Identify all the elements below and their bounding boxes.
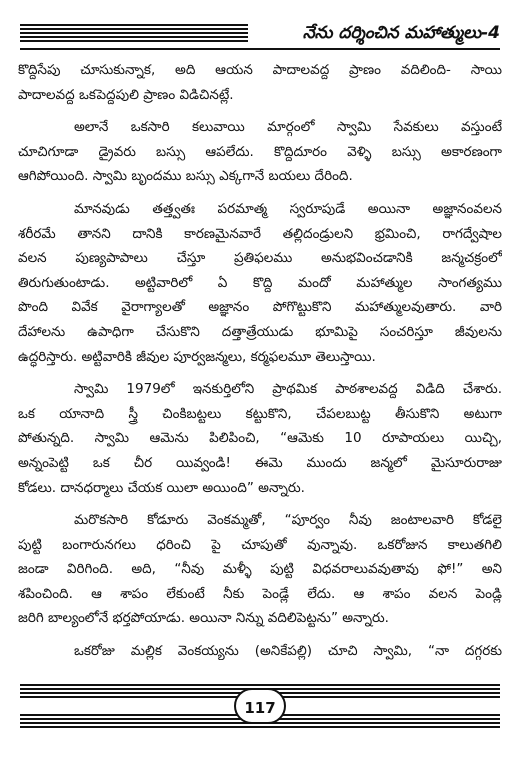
text-line: జండా విరిగింది. అది, “నీవు మళ్ళీ పుట్టి విధవరాలువవుతావు ఫో!” అని: [18, 561, 502, 578]
text-line: జరిగి బాల్యంలోనే భర్తపోయాడు. అయినా నిన్ను వదిలిపెట్టను” అన్నారు.: [18, 610, 389, 627]
page-footer: [20, 684, 500, 728]
text-line: తిరుగుతుంటాడు. అట్టివారిలో ఏ కొద్ది మందో మహాత్ముల సాంగత్యము: [18, 274, 502, 291]
page-body: [18, 58, 502, 660]
book-title: నేను దర్శించిన మహాత్ములు-4: [302, 23, 500, 43]
text-line: చూచిగూడా డ్రైవరు బస్సు ఆపలేదు. కొద్దిదూరం వెళ్ళి బస్సు అకారణంగా: [18, 143, 502, 160]
text-line: పాదాలవద్ద ఒకపెద్దపులి ప్రాణం విడిచినట్లే.: [18, 86, 234, 103]
paragraph: [18, 58, 502, 107]
text-line: పోతున్నది. స్వామి ఆమెను పిలిపించి, “ఆమెకు 10 రూపాయలు యిచ్చి,: [18, 430, 502, 447]
text-line: ఒకరోజు మల్లిక వెంకయ్యను (అనికేపల్లి) చూచి స్వామి, “నా దగ్గరకు: [74, 643, 502, 660]
text-line: కోడలు. దానధర్మాలు చేయక యిలా అయింది” అన్నారు.: [18, 479, 305, 496]
text-line: ఒక యానాది స్త్రీ చింకిబట్టలు కట్టుకొని, చేపలబుట్ట తీసుకొని అటుగా: [18, 405, 502, 422]
text-line: పొంది వివేక వైరాగ్యాలతో అజ్ఞానం పోగొట్టుకొని మహాత్ములవుతారు. వారి: [18, 299, 502, 316]
text-line: ఉద్ధరిస్తారు. అట్టివారికి జీవుల పూర్వజన్మలు, కర్మఫలమూ తెలుస్తాయి.: [18, 348, 376, 365]
text-line: శపించింది. ఆ శాపం లేకుంటే నీకు పెండ్లే లేదు. ఆ శాపం వలన పెండ్లి: [18, 585, 502, 602]
text-line: స్వామి 1979లో ఇనకుర్తిలోని ప్రాథమిక పాఠశాలవద్ద విడిది చేశారు.: [74, 381, 502, 398]
paragraph: [18, 197, 502, 369]
header-divider: [20, 48, 500, 50]
paragraph: [18, 115, 502, 189]
header-rule-lines: [20, 24, 248, 42]
text-line: అన్నంపెట్టి ఒక చీర యివ్వండి! ఈమె ముందు జన్మలో మైసూరురాజు: [18, 454, 502, 471]
page-number: 117: [234, 688, 286, 724]
text-line: కొద్దిసేపు చూసుకున్నాక, అది ఆయన పాదాలవద్ద ప్రాణం వదిలింది- సాయి: [18, 62, 502, 78]
paragraph: [18, 639, 502, 660]
text-line: మరొకసారి కోడూరు వెంకమ్మతో, “పూర్వం నీవు జంటాలవారి కోడలై: [74, 512, 502, 529]
text-line: మానవుడు తత్త్వతః పరమాత్మ స్వరూపుడే అయినా అజ్ఞానంవలన: [74, 200, 502, 217]
text-line: వలన పుణ్యపాపాలు చేస్తూ ప్రతిఫలము అనుభవించడానికి జన్మచక్రంలో: [18, 250, 502, 267]
running-header: [20, 18, 500, 48]
paragraph: [18, 377, 502, 500]
text-line: పుట్టి బంగారునగలు ధరించి పై చూపుతో వున్నావు. ఒకరోజున కాలుతగిలి: [18, 536, 502, 553]
text-line: ఆగిపోయింది. స్వామి బృందము బస్సు ఎక్కగానే బయలు దేరింది.: [18, 168, 353, 185]
text-line: దేహాలను ఉపాధిగా చేసుకొని దత్తాత్రేయుడు భూమిపై సంచరిస్తూ జీవులను: [18, 323, 502, 340]
text-line: శరీరమే తానని దానికి కారణమైనవారే తల్లిదండ్రులని భ్రమించి, రాగద్వేషాల: [18, 225, 502, 242]
paragraph: [18, 508, 502, 631]
text-line: అలానే ఒకసారి కలువాయి మార్గంలో స్వామి సేవకులు వస్తుంటే: [74, 119, 502, 136]
